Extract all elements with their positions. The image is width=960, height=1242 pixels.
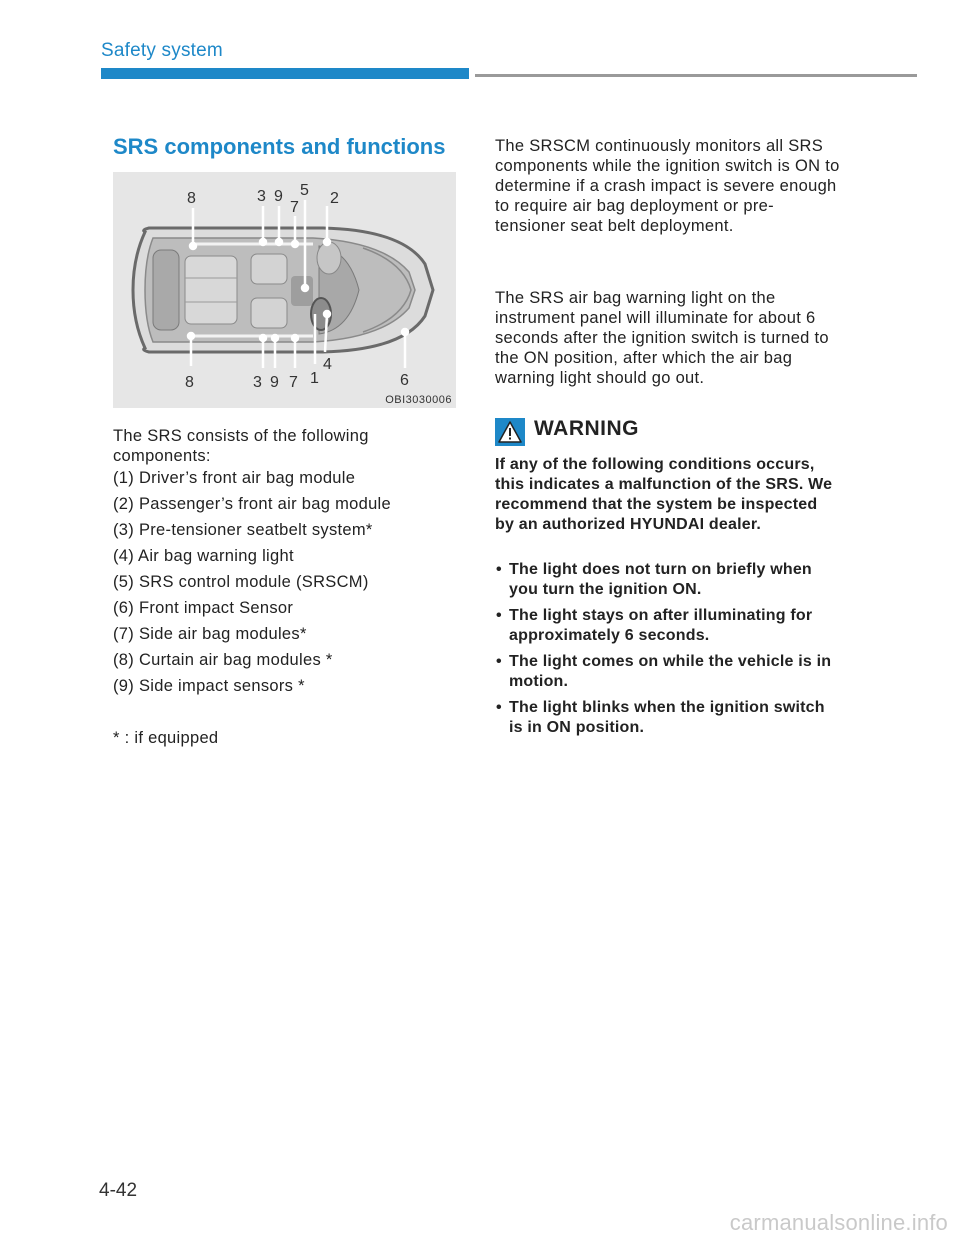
warning-list [495, 560, 840, 744]
header-title: Safety system [101, 40, 223, 61]
callout-label: 5 [300, 182, 309, 199]
intro-text: The SRS consists of the following components: [113, 427, 369, 465]
warning-item: • The light stays on after illuminating for approximately 6 seconds. [496, 607, 813, 644]
callout-label: 7 [290, 199, 299, 216]
component-item: (1) Driver’s front air bag module [113, 469, 356, 487]
callout-label: 6 [400, 372, 409, 389]
callout-label: 9 [270, 374, 279, 391]
header-rule [475, 74, 917, 77]
figure-id: OBI3030006 [385, 394, 452, 406]
callout-label: 9 [274, 188, 283, 205]
warning-title: WARNING [534, 417, 639, 440]
component-item: (3) Pre-tensioner seatbelt system* [113, 521, 373, 539]
warning-item: • The light comes on while the vehicle is in motion. [496, 653, 832, 690]
component-item: (5) SRS control module (SRSCM) [113, 573, 369, 591]
callout-label: 8 [185, 374, 194, 391]
callout-label: 7 [289, 374, 298, 391]
header-accent-bar [101, 68, 469, 79]
component-item: (2) Passenger’s front air bag module [113, 495, 391, 513]
page-number: 4-42 [99, 1180, 138, 1201]
srs-diagram [113, 172, 456, 408]
warning-item: • The light does not turn on briefly when you turn the ignition ON. [496, 561, 812, 598]
section-title: SRS components and functions [113, 134, 446, 159]
callout-label: 4 [323, 356, 332, 373]
footnote: * : if equipped [113, 729, 219, 747]
component-list [113, 468, 458, 702]
component-item: (6) Front impact Sensor [113, 599, 294, 617]
warning-icon [495, 418, 525, 446]
callout-label: 2 [330, 190, 339, 207]
component-item: (8) Curtain air bag modules * [113, 651, 333, 669]
component-item: (4) Air bag warning light [113, 547, 294, 565]
callout-label: 3 [257, 188, 266, 205]
component-item: (9) Side impact sensors * [113, 677, 305, 695]
warning-intro: If any of the following conditions occurs, this indicates a malfunction of the SRS. We recommend that the system be inspected by an authorized HYUNDAI dealer. [495, 456, 833, 533]
callout-label: 8 [187, 190, 196, 207]
callout-label: 1 [310, 370, 319, 387]
warning-item: • The light blinks when the ignition switch is in ON position. [496, 699, 825, 736]
srscm-paragraph: The SRSCM continuously monitors all SRS components while the ignition switch is ON to determine if a crash impact is severe enough to require air bag deployment or pre-tensioner seat belt deployment. [495, 137, 840, 235]
component-item: (7) Side air bag modules* [113, 625, 307, 643]
warning-light-paragraph: The SRS air bag warning light on the instrument panel will illuminate for about 6 seconds after the ignition switch is turned to the ON position, after which the air bag warning light should go out. [495, 289, 829, 387]
watermark[interactable]: carmanualsonline.info [729, 1210, 948, 1235]
callout-label: 3 [253, 374, 262, 391]
